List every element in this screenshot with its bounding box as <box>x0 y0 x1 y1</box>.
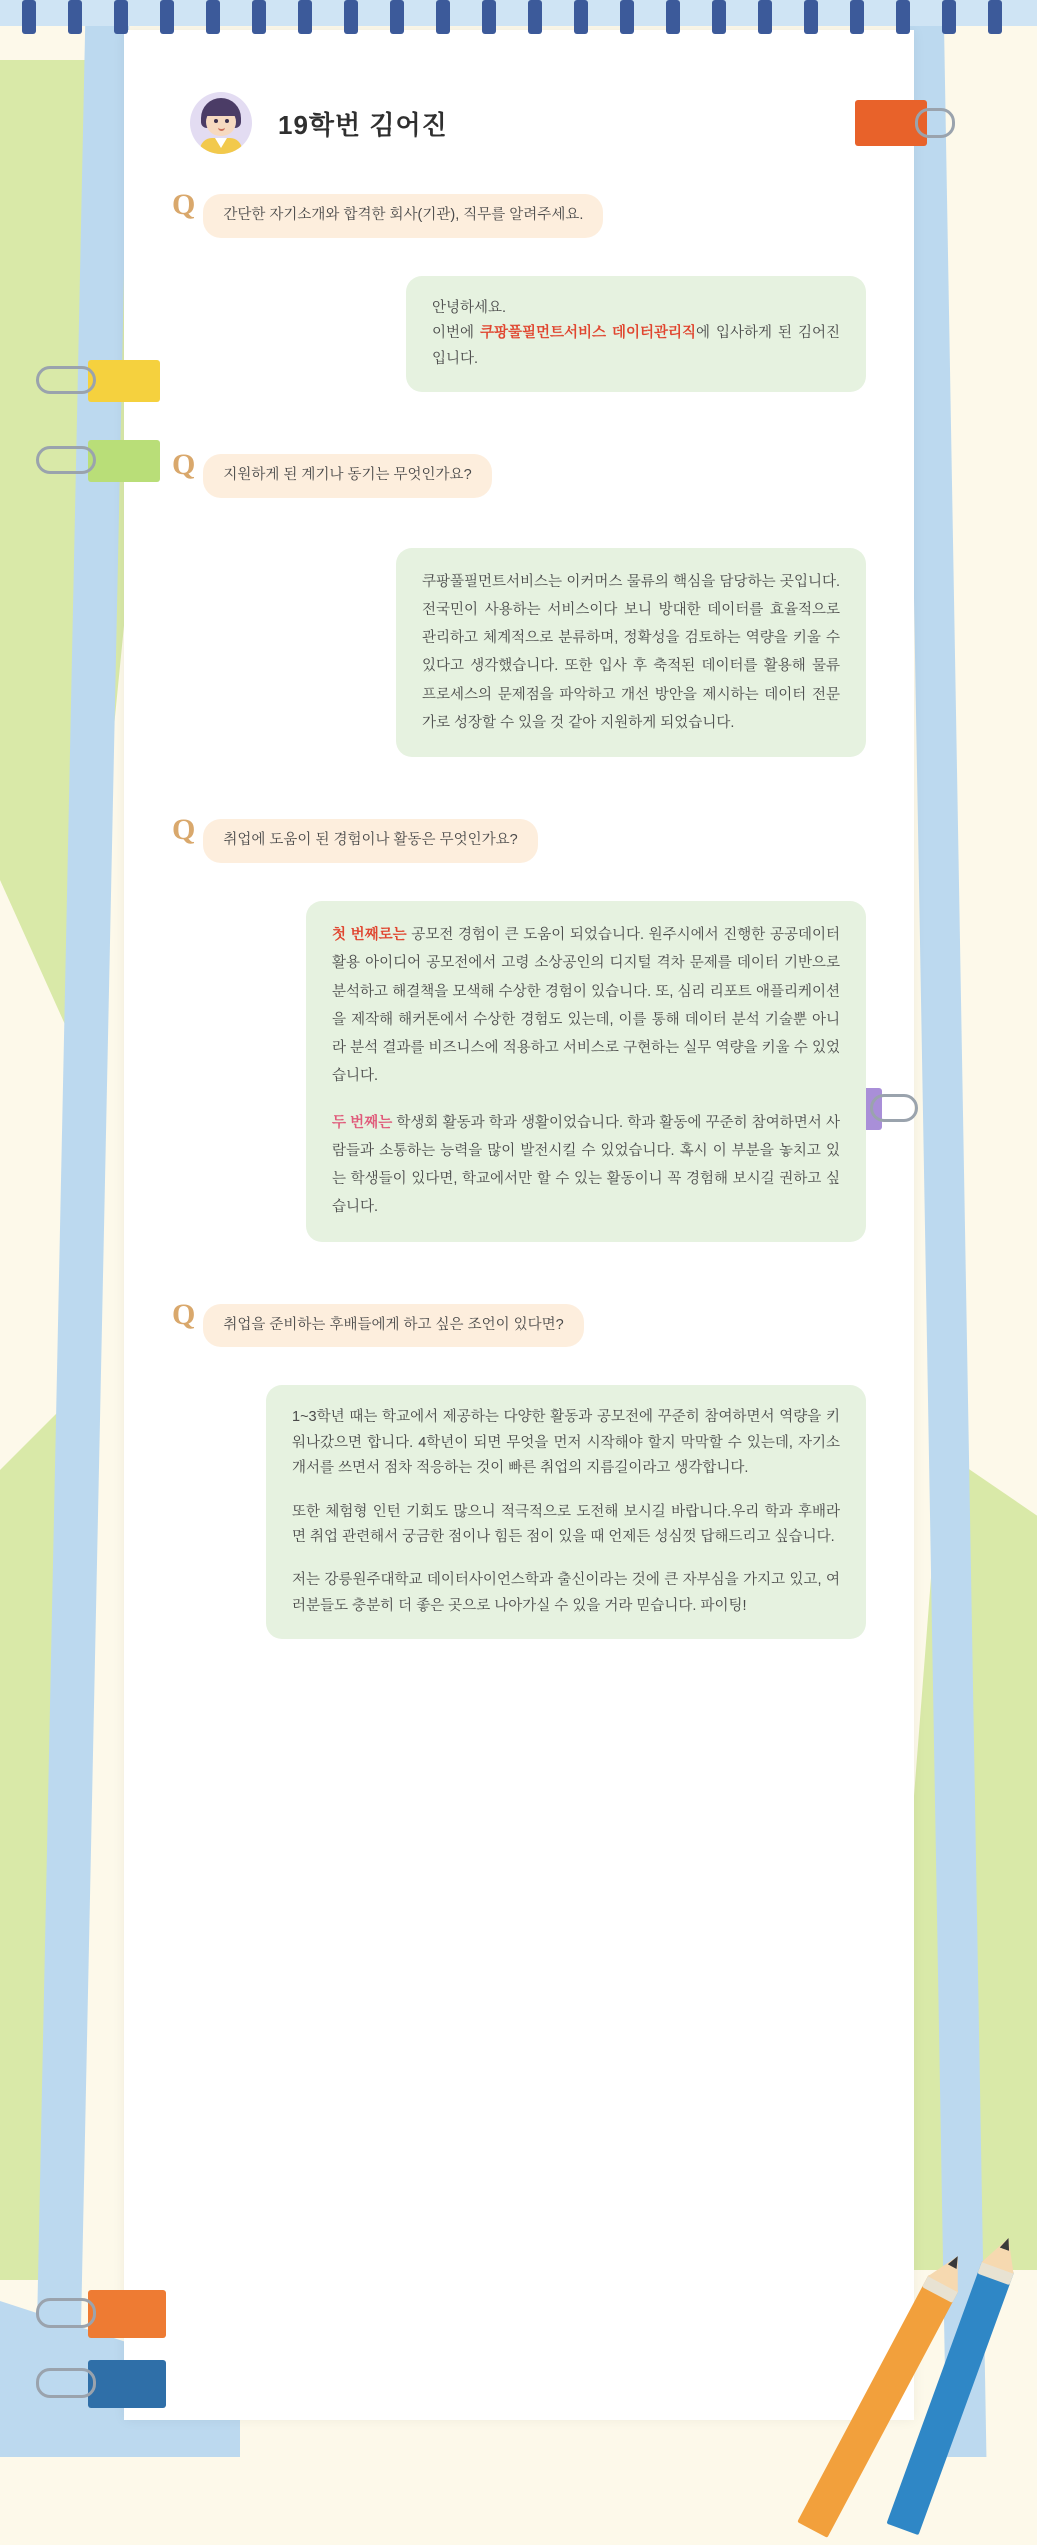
clip-wire <box>36 366 96 394</box>
spiral-ring <box>114 0 128 34</box>
spiral-ring <box>620 0 634 34</box>
answer-3-rest-2: 학생회 활동과 학과 생활이었습니다. 학과 활동에 꾸준히 참여하면서 사람들과 소통하는 능력을 많이 발전시킬 수 있었습니다. 혹시 이 부분을 놓치고 있는 학생들이 있다면, 학교에서만 할 수 있는 활동이니 꼭 경험해 보시길 권하고 싶습니다. <box>332 1114 840 1216</box>
answer-3-highlight-1: 첫 번째로는 <box>332 926 407 943</box>
spiral-ring <box>252 0 266 34</box>
spiral-ring <box>298 0 312 34</box>
answer-4-paragraph-3: 저는 강릉원주대학교 데이터사이언스학과 출신이라는 것에 큰 자부심을 가지고 있고, 여러분들도 충분히 더 좋은 곳으로 나아가실 수 있을 거라 믿습니다. 파이팅! <box>292 1572 840 1614</box>
spiral-ring <box>804 0 818 34</box>
spiral-ring <box>436 0 450 34</box>
question-row-4 <box>172 1298 866 1348</box>
answer-row-3 <box>172 901 866 1242</box>
q-letter: Q <box>172 1297 196 1331</box>
q-letter: Q <box>172 447 196 481</box>
interview-content <box>124 30 914 1649</box>
spiral-ring <box>206 0 220 34</box>
answer-4-paragraph-2: 또한 체험형 인턴 기회도 많으니 적극적으로 도전해 보시길 바랍니다.우리 학과 후배라면 취업 관련해서 궁금한 점이나 힘든 점이 있을 때 언제든 성심껏 답해드리고 싶습니다. <box>292 1503 840 1545</box>
clip-tape-orange-2 <box>88 2290 166 2338</box>
answer-3-paragraph-1 <box>332 921 840 1091</box>
clip-wire <box>36 2298 96 2328</box>
answer-3-paragraph-2 <box>332 1109 840 1222</box>
spiral-ring <box>390 0 404 34</box>
spiral-ring <box>666 0 680 34</box>
answer-2-paragraph: 쿠팡풀필먼트서비스는 이커머스 물류의 핵심을 담당하는 곳입니다. 전국민이 사용하는 서비스이다 보니 방대한 데이터를 효율적으로 관리하고 체계적으로 분류하며, 정확성을 검토하는 역량을 키울 수 있다고 생각했습니다. 또한 입사 후 축적된 데이터를 활용해 물류 프로세스의 문제점을 파악하고 개선 방안을 제시하는 데이터 전문가로 성장할 수 있을 것 같아 지원하게 되었습니다. <box>422 573 840 731</box>
clip-tape-blue <box>88 2360 166 2408</box>
spiral-ring <box>850 0 864 34</box>
spiral-ring <box>896 0 910 34</box>
qa-block-1 <box>172 188 866 392</box>
question-text-2: 지원하게 된 계기나 동기는 무엇인가요? <box>203 454 491 498</box>
question-text-4: 취업을 준비하는 후배들에게 하고 싶은 조언이 있다면? <box>203 1304 583 1348</box>
answer-1-pre: 이번에 <box>432 325 480 342</box>
qa-block-4 <box>172 1298 866 1639</box>
spiral-ring <box>988 0 1002 34</box>
clip-wire <box>36 2368 96 2398</box>
q-letter: Q <box>172 188 196 221</box>
avatar <box>190 92 252 154</box>
answer-text-2 <box>396 548 866 758</box>
q-letter: Q <box>172 813 196 847</box>
question-row-2 <box>172 448 866 498</box>
spiral-binding-bar <box>0 0 1037 26</box>
answer-3-highlight-2: 두 번째는 <box>332 1114 393 1131</box>
question-row-1 <box>172 188 866 238</box>
spiral-ring <box>942 0 956 34</box>
spiral-ring <box>758 0 772 34</box>
question-text-3: 취업에 도움이 된 경험이나 활동은 무엇인가요? <box>203 819 537 863</box>
spiral-ring <box>528 0 542 34</box>
spiral-ring <box>160 0 174 34</box>
question-row-3 <box>172 813 866 863</box>
question-text-1: 간단한 자기소개와 합격한 회사(기관), 직무를 알려주세요. <box>203 194 603 238</box>
spiral-ring <box>68 0 82 34</box>
spiral-ring <box>712 0 726 34</box>
clip-wire <box>36 446 96 474</box>
page-header <box>190 92 866 154</box>
answer-1-highlight: 쿠팡풀필먼트서비스 데이터관리직 <box>479 325 697 342</box>
answer-row-1 <box>172 276 866 392</box>
spiral-ring <box>482 0 496 34</box>
answer-1-post: 에 입사하게 된 김어진입니다. <box>432 325 840 367</box>
answer-row-4 <box>172 1385 866 1639</box>
answer-text-3 <box>306 901 866 1242</box>
spiral-ring <box>574 0 588 34</box>
spiral-ring <box>22 0 36 34</box>
clip-wire <box>915 108 955 138</box>
qa-block-3 <box>172 813 866 1241</box>
qa-block-2 <box>172 448 866 757</box>
page-title: 19학번 김어진 <box>278 109 448 140</box>
answer-1-line-1: 안녕하세요. <box>432 299 507 316</box>
answer-row-2 <box>172 548 866 758</box>
answer-text-1 <box>406 276 866 392</box>
answer-4-paragraph-1: 1~3학년 때는 학교에서 제공하는 다양한 활동과 공모전에 꾸준히 참여하면서 역량을 키워나갔으면 합니다. 4학년이 되면 무엇을 먼저 시작해야 할지 막막할 수 있는데, 자기소개서를 쓰면서 점차 적응하는 것이 빠른 취업의 지름길이라고 생각합니다. <box>292 1409 840 1477</box>
answer-1-line-2 <box>432 321 840 372</box>
answer-text-4 <box>266 1385 866 1639</box>
answer-3-rest-1: 공모전 경험이 큰 도움이 되었습니다. 원주시에서 진행한 공공데이터 활용 아이디어 공모전에서 고령 소상공인의 디지털 격차 문제를 데이터 기반으로 분석하고 해결책을 모색해 수상한 경험이 있습니다. 또, 심리 리포트 애플리케이션을 제작해 해커톤에서 수상한 경험도 있는데, 이를 통해 데이터 분석 기술뿐 아니라 분석 결과를 비즈니스에 적용하고 서비스로 구현하는 실무 역량을 키울 수 있었습니다. <box>332 926 840 1085</box>
spiral-ring <box>344 0 358 34</box>
